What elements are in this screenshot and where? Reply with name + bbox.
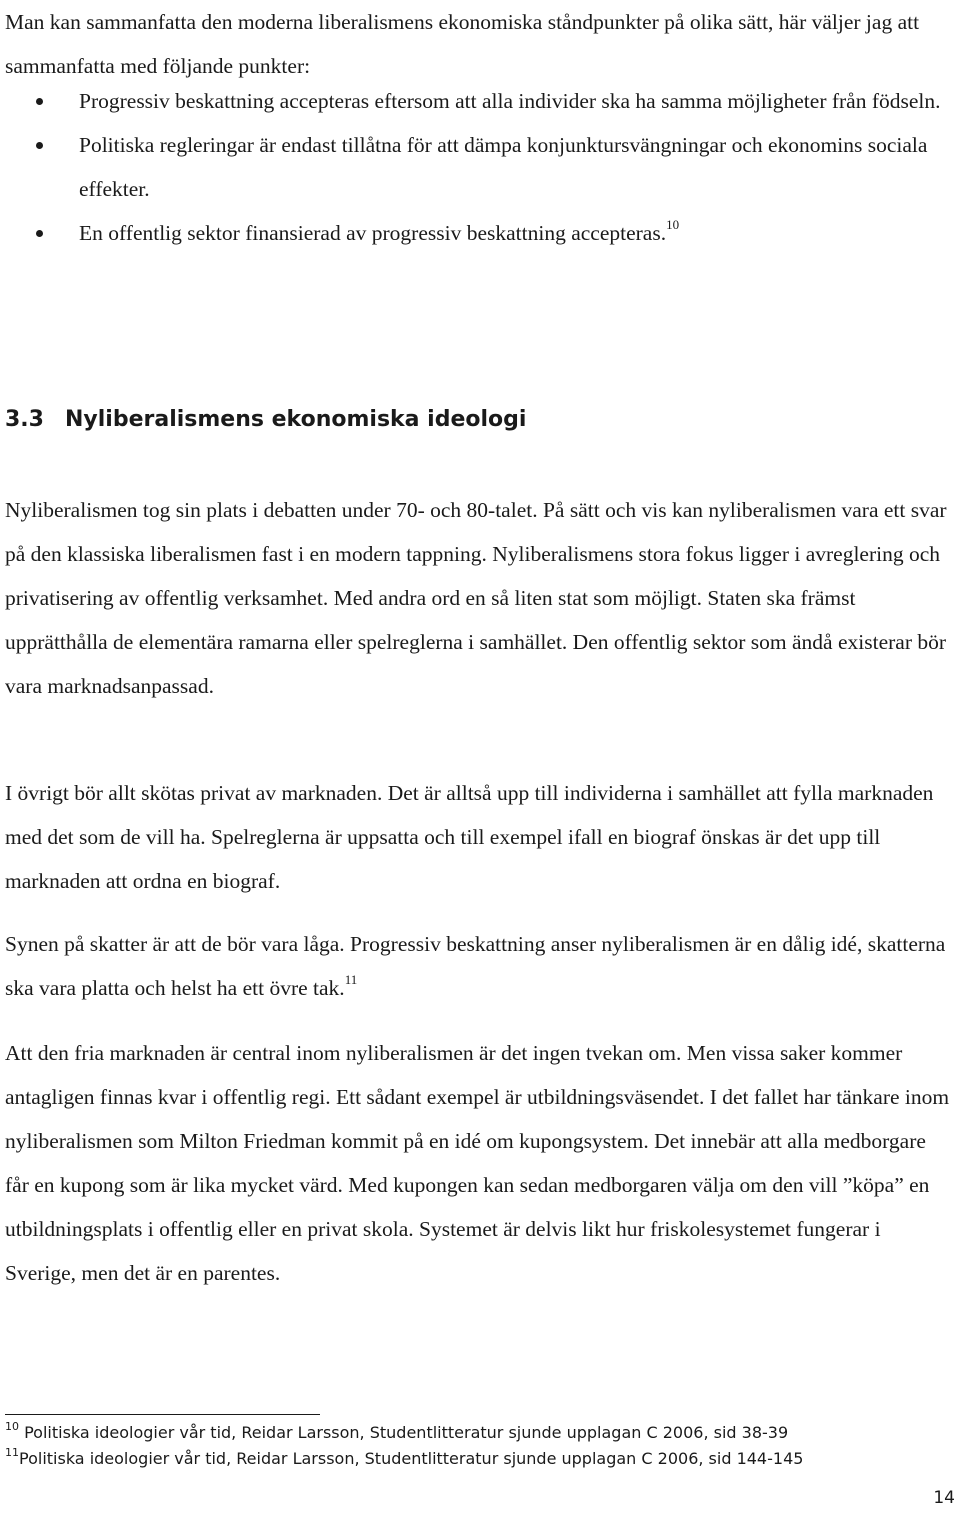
footnote-mark: 11 <box>5 1445 19 1459</box>
bullet-icon <box>36 98 43 105</box>
list-item <box>0 79 959 123</box>
list-item <box>0 123 959 211</box>
section-heading <box>5 400 526 440</box>
list-item-text: En offentlig sektor finansierad av progressiv beskattning accepteras. <box>79 221 667 245</box>
footnote <box>5 1446 803 1472</box>
page-number: 14 <box>933 1488 955 1508</box>
paragraph <box>5 922 955 1010</box>
list-item-text: Progressiv beskattning accepteras eftersom att alla individer ska ha samma möjligheter från födseln. <box>79 89 941 113</box>
bullet-icon <box>36 142 43 149</box>
bullet-list <box>0 79 960 255</box>
intro-paragraph: Man kan sammanfatta den moderna liberalismens ekonomiska ståndpunkter på olika sätt, här väljer jag att sammanfatta med följande punkter: <box>5 10 920 78</box>
footnote-ref[interactable]: 10 <box>666 216 680 232</box>
list-item <box>0 211 959 255</box>
footnote-text: Politiska ideologier vår tid, Reidar Larsson, Studentlitteratur sjunde upplagan C 2006, sid 144-145 <box>19 1449 804 1468</box>
paragraph: Nyliberalismen tog sin plats i debatten under 70- och 80-talet. På sätt och vis kan nyliberalismen vara ett svar på den klassiska liberalismen fast i en modern tappning. Nyliberalismens stora fokus ligger i avreglering och privatisering av offentlig verksamhet. Med andra ord en så liten stat som möjligt. Staten ska främst upprätthålla de elementära ramarna eller spelreglerna i samhället. Den offentlig sektor som ändå existerar bör vara marknadsanpassad. <box>5 498 947 698</box>
footnote-divider <box>5 1414 320 1415</box>
list-item-text: Politiska regleringar är endast tillåtna för att dämpa konjunktursvängningar och ekonomins sociala effekter. <box>79 133 928 201</box>
paragraph-text: Synen på skatter är att de bör vara låga. Progressiv beskattning anser nyliberalismen är en dålig idé, skatterna ska vara platta och helst ha ett övre tak. <box>5 932 946 1000</box>
footnote-ref[interactable]: 11 <box>344 971 358 987</box>
paragraph: I övrigt bör allt skötas privat av marknaden. Det är alltså upp till individerna i samhället att fylla marknaden med det som de vill ha. Spelreglerna är uppsatta och till exempel ifall en biograf önskas är det upp till marknaden att ordna en biograf. <box>5 781 934 893</box>
bullet-icon <box>36 230 43 237</box>
section-number: 3.3 <box>5 407 44 432</box>
section-title: Nyliberalismens ekonomiska ideologi <box>65 407 527 432</box>
footnote-mark: 10 <box>5 1419 19 1433</box>
paragraph: Att den fria marknaden är central inom nyliberalismen är det ingen tvekan om. Men vissa saker kommer antagligen finnas kvar i offentlig regi. Ett sådant exempel är utbildningsväsendet. I det fallet har tänkare inom nyliberalismen som Milton Friedman kommit på en idé om kupongsystem. Det innebär att alla medborgare får en kupong som är lika mycket värd. Med kupongen kan sedan medborgaren välja om den vill ”köpa” en utbildningsplats i offentlig eller en privat skola. Systemet är delvis likt hur friskolesystemet fungerar i Sverige, men det är en parentes. <box>5 1041 950 1285</box>
footnote <box>5 1420 788 1446</box>
footnote-text: Politiska ideologier vår tid, Reidar Larsson, Studentlitteratur sjunde upplagan C 2006, sid 38-39 <box>24 1423 789 1442</box>
